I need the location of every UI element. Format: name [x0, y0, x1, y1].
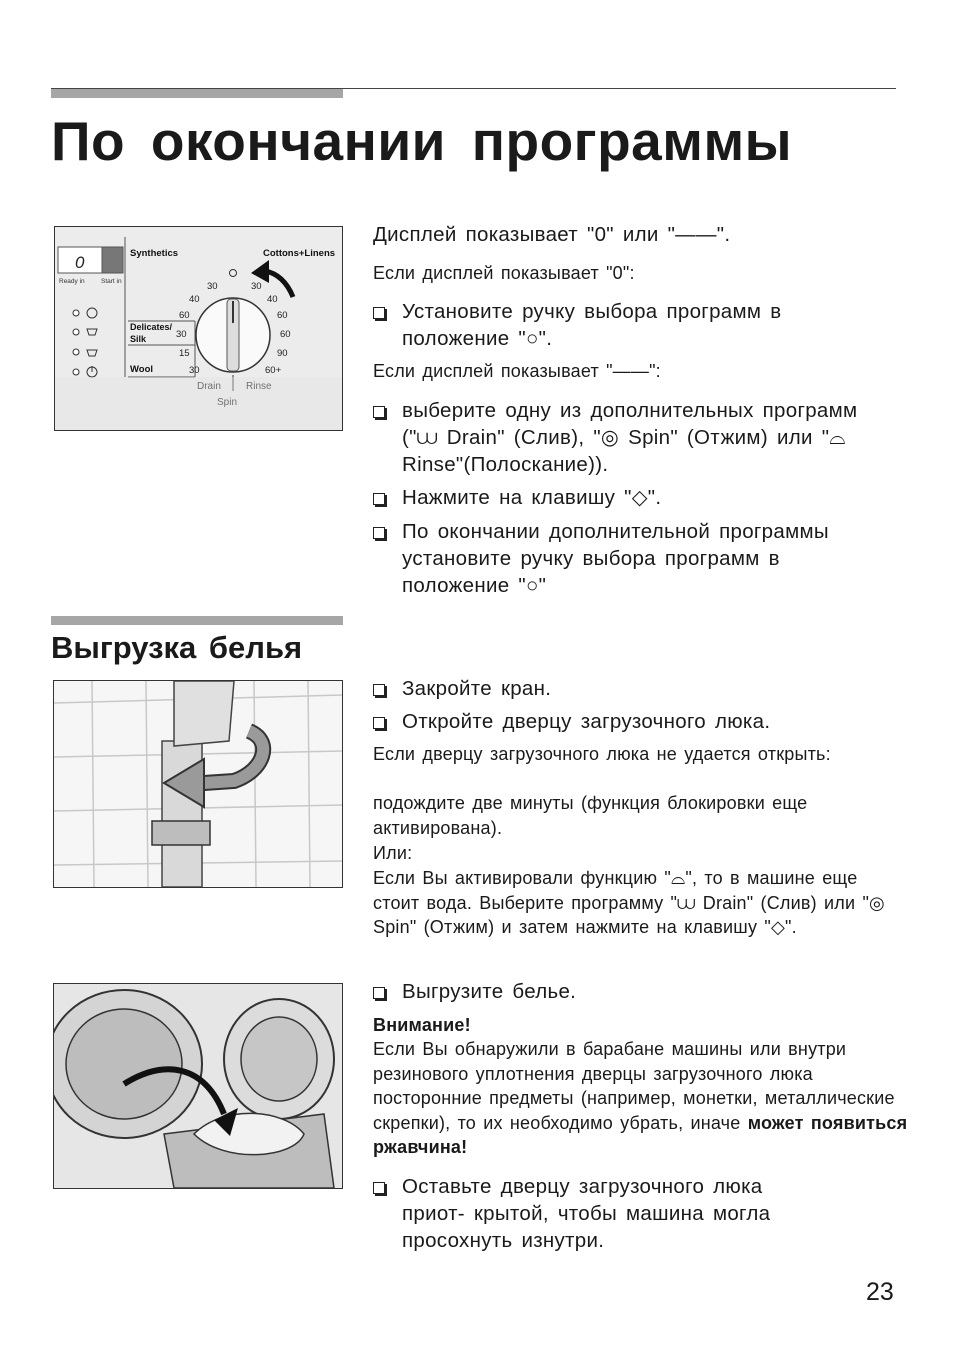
checkbox-icon [373, 684, 385, 696]
rinse-label: Rinse [246, 381, 272, 392]
bullet-text: Закройте кран. [402, 677, 552, 700]
dial-number: 30 [207, 281, 218, 292]
header-rule-thick [51, 89, 343, 98]
ready-in-label: Ready in [59, 278, 85, 285]
if-dash-text: Если дисплей показывает "——": [373, 361, 661, 381]
dial-number: 60+ [265, 365, 282, 376]
checkbox-icon [373, 987, 385, 999]
attention-heading: Внимание! [373, 1015, 471, 1035]
display-shows-text: Дисплей показывает "0" или "——". [373, 223, 731, 246]
drain-label: Drain [197, 381, 221, 392]
spin-label: Spin [217, 397, 238, 408]
dial-number: 40 [189, 294, 200, 305]
checkbox-icon [373, 717, 385, 729]
if-zero-text: Если дисплей показывает "0": [373, 263, 635, 283]
checkbox-icon [373, 493, 385, 505]
bullet-text: По окончании дополнительной программы установите ручку выбора программ в положение "○" [402, 520, 829, 597]
dial-number: 30 [251, 281, 262, 292]
bullet-leave-open [373, 1173, 832, 1254]
dial-number: 40 [267, 294, 278, 305]
dial-number: 30 [176, 329, 187, 340]
bullet-text: Оставьте дверцу загрузочного люка приот- крытой, чтобы машина могла просохнуть изнутри. [402, 1175, 771, 1252]
bullet-zero [373, 298, 842, 352]
dial-number: 15 [179, 348, 190, 359]
bullet-unload [373, 978, 892, 1005]
unload-figure [53, 983, 343, 1189]
checkbox-icon [373, 406, 385, 418]
note-rinse-hold: Если Вы активировали функцию "⌓", то в машине еще стоит вода. Выберите программу "⩊ Drain" (Слив) или "◎ Spin" (Отжим) и затем нажмите на клавишу "◇". [373, 868, 885, 938]
checkbox-icon [373, 527, 385, 539]
bullet-text: Выгрузите белье. [402, 980, 577, 1003]
dial-number: 90 [277, 348, 288, 359]
control-panel-figure [54, 226, 343, 431]
bullet-text: выберите одну из дополнительных программ ("⩊ Drain" (Слив), "◎ Spin" (Отжим) или "⌓ Rinse"(Полоскание)). [402, 399, 858, 476]
bullet-open-door [373, 708, 892, 735]
dial-number: 30 [189, 365, 200, 376]
display-value: 0 [75, 253, 85, 272]
unload-drawing [54, 984, 342, 1188]
dial-number: 60 [179, 310, 190, 321]
section-title: Выгрузка белья [51, 630, 303, 665]
header-rule-thin [51, 88, 896, 89]
dial-number: 60 [277, 310, 288, 321]
program-dial[interactable] [196, 298, 270, 372]
section-rule [51, 616, 343, 625]
page-title: По окончании программы [51, 110, 793, 172]
cottons-label: Cottons+Linens [263, 248, 336, 259]
wool-label: Wool [130, 364, 154, 375]
checkbox-icon [373, 307, 385, 319]
start-in-label: Start in [101, 278, 122, 285]
warning-body: Если Вы обнаружили в барабане машины или внутри резинового уплотнения дверцы загрузочного люка посторонние предметы (например, монетки, металлические скрепки), то их необходимо убрать, иначе [373, 1039, 895, 1133]
note-or: Или: [373, 843, 413, 863]
page-number: 23 [866, 1278, 894, 1306]
bullet-text: Откройте дверцу загрузочного люка. [402, 710, 771, 733]
bullet-dash-2 [373, 484, 892, 511]
dial-number: 60 [280, 329, 291, 340]
tap-figure [53, 680, 343, 888]
bullet-text: Нажмите на клавишу "◇". [402, 486, 662, 509]
tap-drawing [54, 681, 342, 887]
control-panel-drawing [55, 227, 342, 430]
synthetics-label: Synthetics [130, 248, 179, 259]
note-door-locked: Если дверцу загрузочного люка не удается открыть: [373, 744, 831, 764]
bullet-close-tap [373, 675, 892, 702]
silk-label: Silk [130, 334, 147, 344]
bullet-text: Установите ручку выбора программ в положение "○". [402, 300, 782, 350]
bullet-dash-3 [373, 518, 887, 599]
checkbox-icon [373, 1182, 385, 1194]
warning-text [373, 1037, 913, 1160]
warning-bold: может появиться ржавчина! [373, 1112, 908, 1158]
bullet-dash-1 [373, 397, 872, 478]
note-wait: подождите две минуты (функция блокировки еще активирована). [373, 793, 808, 838]
delicates-label: Delicates/ [130, 322, 173, 332]
